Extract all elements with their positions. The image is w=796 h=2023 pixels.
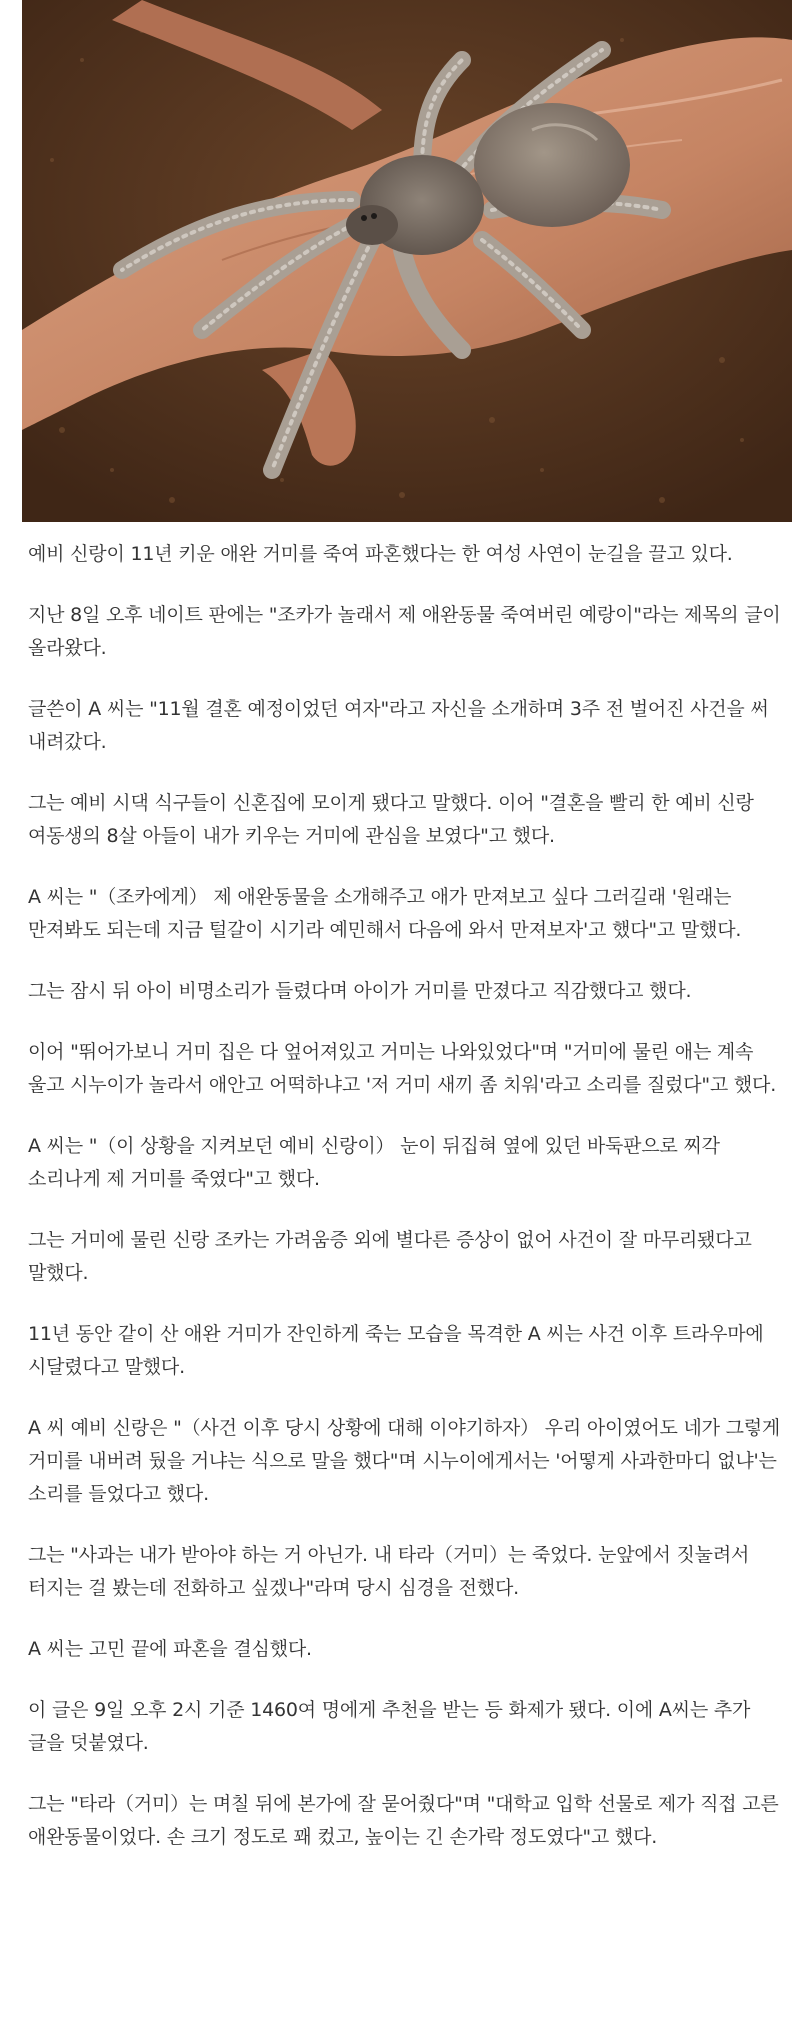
article-paragraph: 그는 예비 시댁 식구들이 신혼집에 모이게 됐다고 말했다. 이어 "결혼을 빨리 한 예비 신랑 여동생의 8살 아들이 내가 키우는 거미에 관심을 보였다"고 했다. xyxy=(28,792,754,847)
article-paragraph: 그는 "타라（거미）는 며칠 뒤에 본가에 잘 묻어줬다"며 "대학교 입학 선물로 제가 직접 고른 애완동물이었다. 손 크기 정도로 꽤 컸고, 높이는 긴 손가락 정도였다"고 했다. xyxy=(28,1793,779,1848)
article-paragraph: 그는 "사과는 내가 받아야 하는 거 아닌가. 내 타라（거미）는 죽었다. 눈앞에서 짓눌려서 터지는 걸 봤는데 전화하고 싶겠나"라며 당시 심경을 전했다. xyxy=(28,1544,750,1599)
article-paragraph: 이 글은 9일 오후 2시 기준 1460여 명에게 추천을 받는 등 화제가 됐다. 이에 A씨는 추가 글을 덧붙였다. xyxy=(28,1699,751,1754)
article-paragraph: A 씨는 고민 끝에 파혼을 결심했다. xyxy=(28,1638,312,1660)
tarantula-photo xyxy=(22,0,792,522)
article-paragraph: 예비 신랑이 11년 키운 애완 거미를 죽여 파혼했다는 한 여성 사연이 눈길을 끌고 있다. xyxy=(28,543,733,565)
article-body xyxy=(28,538,784,1882)
article-paragraph: 지난 8일 오후 네이트 판에는 "조카가 놀래서 제 애완동물 죽여버린 예랑이"라는 제목의 글이 올라왔다. xyxy=(28,604,781,659)
article-paragraph: 그는 거미에 물린 신랑 조카는 가려움증 외에 별다른 증상이 없어 사건이 잘 마무리됐다고 말했다. xyxy=(28,1229,752,1284)
article-paragraph: A 씨는 "（이 상황을 지켜보던 예비 신랑이） 눈이 뒤집혀 옆에 있던 바둑판으로 찌각 소리나게 제 거미를 죽였다"고 했다. xyxy=(28,1135,720,1190)
tarantula-image xyxy=(22,0,792,522)
article-paragraph: 11년 동안 같이 산 애완 거미가 잔인하게 죽는 모습을 목격한 A 씨는 사건 이후 트라우마에 시달렸다고 말했다. xyxy=(28,1323,764,1378)
article-paragraph: 그는 잠시 뒤 아이 비명소리가 들렸다며 아이가 거미를 만졌다고 직감했다고 했다. xyxy=(28,980,692,1002)
article-paragraph: 이어 "뛰어가보니 거미 집은 다 엎어져있고 거미는 나와있었다"며 "거미에 물린 애는 계속 울고 시누이가 놀라서 애안고 어떡하냐고 '저 거미 새끼 좀 치워'라고 소리를 질렀다"고 했다. xyxy=(28,1041,777,1096)
article-paragraph: A 씨 예비 신랑은 "（사건 이후 당시 상황에 대해 이야기하자） 우리 아이였어도 네가 그렇게 거미를 내버려 뒀을 거냐는 식으로 말을 했다"며 시누이에게서는 '어떻게 사과한마디 없냐'는 소리를 들었다고 했다. xyxy=(28,1417,781,1505)
article-paragraph: A 씨는 "（조카에게） 제 애완동물을 소개해주고 애가 만져보고 싶다 그러길래 '원래는 만져봐도 되는데 지금 털갈이 시기라 예민해서 다음에 와서 만져보자'고 했다"고 말했다. xyxy=(28,886,742,941)
article-paragraph: 글쓴이 A 씨는 "11월 결혼 예정이었던 여자"라고 자신을 소개하며 3주 전 벌어진 사건을 써 내려갔다. xyxy=(28,698,769,753)
